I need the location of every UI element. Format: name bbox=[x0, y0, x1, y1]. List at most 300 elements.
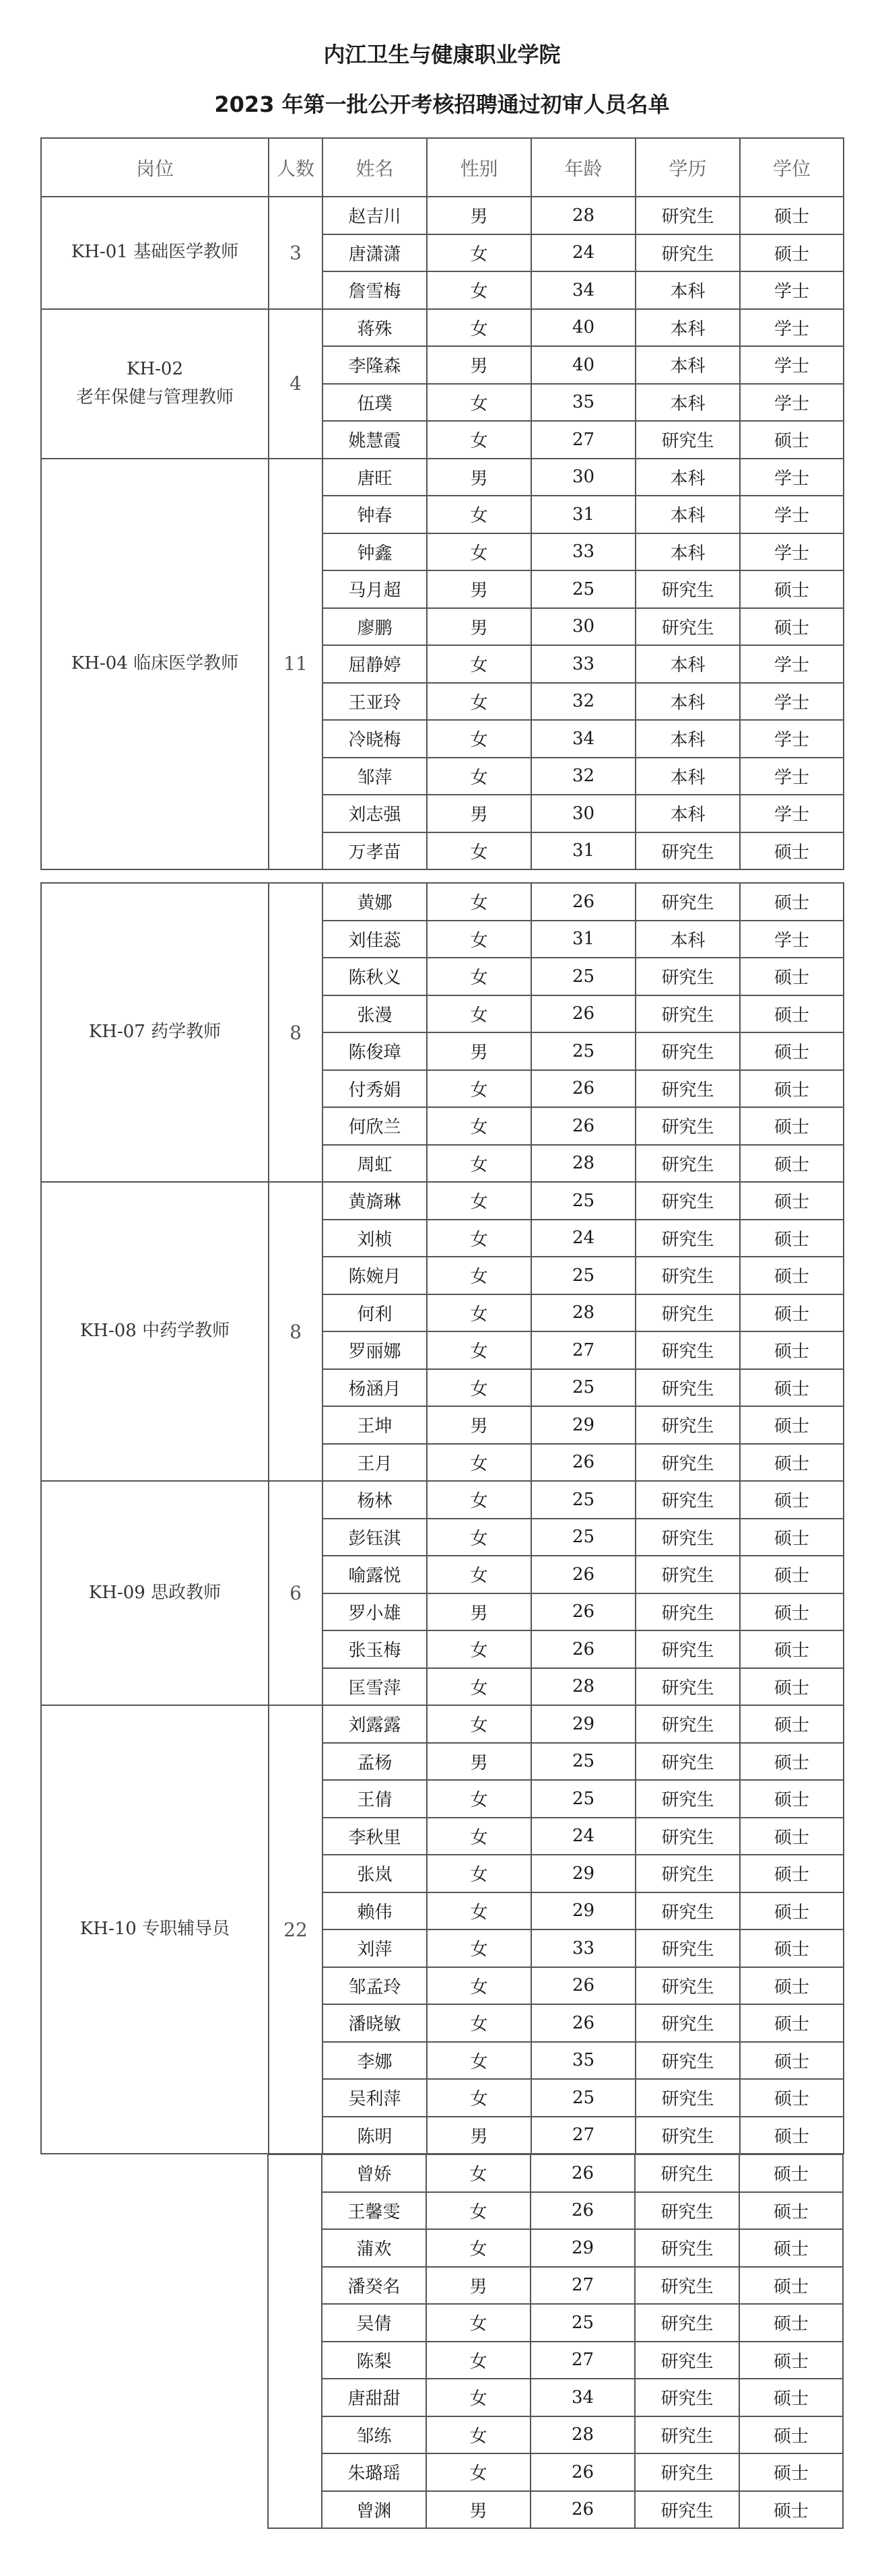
age-cell: 26 bbox=[531, 883, 636, 921]
education-cell: 研究生 bbox=[636, 1630, 740, 1668]
table-row bbox=[41, 197, 844, 234]
degree-cell: 硕士 bbox=[740, 570, 844, 608]
age-cell: 28 bbox=[531, 197, 636, 234]
degree-cell: 学士 bbox=[740, 758, 844, 795]
name-cell: 邹孟玲 bbox=[322, 1967, 427, 2005]
name-cell: 陈秋义 bbox=[322, 958, 427, 995]
headcount-cell: 22 bbox=[269, 1705, 322, 2154]
degree-cell: 硕士 bbox=[740, 1780, 844, 1818]
age-cell: 26 bbox=[531, 1630, 636, 1668]
position-cell: KH-04 临床医学教师 bbox=[41, 459, 269, 870]
age-cell: 27 bbox=[531, 421, 636, 459]
education-cell: 研究生 bbox=[636, 570, 740, 608]
gender-cell: 女 bbox=[427, 496, 531, 533]
degree-cell: 学士 bbox=[740, 384, 844, 422]
degree-cell: 硕士 bbox=[740, 1032, 844, 1070]
page-subtitle: 2023 年第一批公开考核招聘通过初审人员名单 bbox=[214, 92, 670, 117]
name-cell: 刘佳蕊 bbox=[322, 921, 427, 958]
age-cell: 25 bbox=[531, 1182, 636, 1220]
gender-cell: 女 bbox=[427, 1892, 531, 1930]
degree-cell: 硕士 bbox=[739, 2416, 843, 2454]
education-cell: 研究生 bbox=[636, 2117, 740, 2154]
name-cell: 钟春 bbox=[322, 496, 427, 533]
age-cell: 26 bbox=[531, 1444, 636, 1482]
education-cell: 研究生 bbox=[636, 1257, 740, 1294]
name-cell: 邹练 bbox=[322, 2416, 426, 2454]
age-cell: 34 bbox=[531, 2379, 635, 2416]
degree-cell: 硕士 bbox=[740, 1593, 844, 1631]
degree-cell: 硕士 bbox=[740, 2042, 844, 2080]
headcount-cell: 8 bbox=[269, 1182, 322, 1481]
education-cell: 研究生 bbox=[635, 2154, 739, 2192]
name-cell: 朱璐瑶 bbox=[322, 2453, 426, 2491]
gender-cell: 男 bbox=[427, 459, 531, 496]
degree-cell: 硕士 bbox=[740, 1182, 844, 1220]
education-cell: 研究生 bbox=[635, 2379, 739, 2416]
age-cell: 25 bbox=[531, 1519, 636, 1556]
degree-cell: 硕士 bbox=[740, 1406, 844, 1444]
gender-cell: 女 bbox=[427, 1630, 531, 1668]
education-cell: 研究生 bbox=[635, 2453, 739, 2491]
headcount-cell: 11 bbox=[269, 459, 322, 870]
name-cell: 陈俊璋 bbox=[322, 1032, 427, 1070]
age-cell: 25 bbox=[531, 1257, 636, 1294]
name-cell: 潘癸名 bbox=[322, 2267, 426, 2305]
gender-cell: 女 bbox=[427, 2042, 531, 2080]
gender-cell: 男 bbox=[427, 570, 531, 608]
education-cell: 研究生 bbox=[636, 1556, 740, 1593]
education-cell: 研究生 bbox=[635, 2491, 739, 2529]
roster-table bbox=[40, 2154, 844, 2529]
gender-cell: 女 bbox=[427, 921, 531, 958]
gender-cell: 女 bbox=[427, 1519, 531, 1556]
table-header-row bbox=[41, 138, 844, 197]
name-cell: 伍璞 bbox=[322, 384, 427, 422]
education-cell: 研究生 bbox=[636, 1519, 740, 1556]
education-cell: 研究生 bbox=[635, 2267, 739, 2305]
age-cell: 24 bbox=[531, 1818, 636, 1855]
name-cell: 曾娇 bbox=[322, 2154, 426, 2192]
name-cell: 刘桢 bbox=[322, 1220, 427, 1257]
education-cell: 研究生 bbox=[635, 2416, 739, 2454]
education-cell: 研究生 bbox=[635, 2304, 739, 2342]
age-cell: 25 bbox=[531, 1743, 636, 1781]
gender-cell: 女 bbox=[427, 1107, 531, 1145]
age-cell: 31 bbox=[531, 832, 636, 870]
degree-cell: 硕士 bbox=[740, 1444, 844, 1482]
education-cell: 研究生 bbox=[636, 1743, 740, 1781]
age-cell: 26 bbox=[531, 1107, 636, 1145]
education-cell: 研究生 bbox=[636, 1892, 740, 1930]
gender-cell: 女 bbox=[427, 2079, 531, 2117]
age-cell: 30 bbox=[531, 608, 636, 646]
gender-cell: 女 bbox=[427, 683, 531, 721]
education-cell: 本科 bbox=[636, 271, 740, 309]
gender-cell: 女 bbox=[427, 234, 531, 272]
gender-cell: 女 bbox=[427, 1182, 531, 1220]
education-cell: 本科 bbox=[636, 384, 740, 422]
table-row bbox=[41, 1481, 844, 1519]
name-cell: 付秀娟 bbox=[322, 1070, 427, 1108]
degree-cell: 硕士 bbox=[739, 2453, 843, 2491]
education-cell: 研究生 bbox=[636, 1331, 740, 1369]
name-cell: 刘萍 bbox=[322, 1929, 427, 1967]
name-cell: 王倩 bbox=[322, 1780, 427, 1818]
degree-cell: 学士 bbox=[740, 496, 844, 533]
age-cell: 40 bbox=[531, 346, 636, 384]
gender-cell: 女 bbox=[426, 2192, 531, 2230]
age-cell: 24 bbox=[531, 234, 636, 272]
name-cell: 蒲欢 bbox=[322, 2229, 426, 2267]
education-cell: 研究生 bbox=[636, 421, 740, 459]
name-cell: 匡雪萍 bbox=[322, 1668, 427, 1706]
name-cell: 喻露悦 bbox=[322, 1556, 427, 1593]
degree-cell: 学士 bbox=[740, 921, 844, 958]
name-cell: 刘志强 bbox=[322, 795, 427, 832]
degree-cell: 学士 bbox=[740, 720, 844, 758]
degree-cell: 硕士 bbox=[740, 1705, 844, 1743]
degree-cell: 硕士 bbox=[740, 608, 844, 646]
education-cell: 研究生 bbox=[636, 608, 740, 646]
age-cell: 26 bbox=[531, 1070, 636, 1108]
degree-cell: 硕士 bbox=[740, 883, 844, 921]
education-cell: 本科 bbox=[636, 795, 740, 832]
table-row bbox=[41, 1182, 844, 1220]
gender-cell: 女 bbox=[426, 2154, 531, 2192]
name-cell: 潘晓敏 bbox=[322, 2004, 427, 2042]
gender-cell: 女 bbox=[427, 995, 531, 1033]
position-cell: KH-10 专职辅导员 bbox=[41, 1705, 269, 2154]
gender-cell: 男 bbox=[427, 1743, 531, 1781]
age-cell: 31 bbox=[531, 496, 636, 533]
name-cell: 赵吉川 bbox=[322, 197, 427, 234]
education-cell: 本科 bbox=[636, 758, 740, 795]
degree-cell: 硕士 bbox=[740, 1668, 844, 1706]
gender-cell: 女 bbox=[427, 1070, 531, 1108]
name-cell: 刘露露 bbox=[322, 1705, 427, 1743]
age-cell: 35 bbox=[531, 2042, 636, 2080]
gender-cell: 男 bbox=[427, 346, 531, 384]
degree-cell: 硕士 bbox=[739, 2229, 843, 2267]
roster-table bbox=[40, 882, 844, 2154]
degree-cell: 学士 bbox=[740, 683, 844, 721]
column-header: 姓名 bbox=[322, 138, 427, 197]
name-cell: 詹雪梅 bbox=[322, 271, 427, 309]
position-cell: KH-07 药学教师 bbox=[41, 883, 269, 1182]
degree-cell: 硕士 bbox=[739, 2379, 843, 2416]
headcount-cell: 3 bbox=[269, 197, 322, 309]
age-cell: 29 bbox=[531, 1406, 636, 1444]
gender-cell: 女 bbox=[427, 1929, 531, 1967]
name-cell: 王坤 bbox=[322, 1406, 427, 1444]
education-cell: 本科 bbox=[636, 533, 740, 571]
position-cell bbox=[40, 2154, 268, 2528]
table-row bbox=[41, 883, 844, 921]
column-header: 人数 bbox=[269, 138, 322, 197]
gender-cell: 男 bbox=[426, 2491, 531, 2529]
degree-cell: 硕士 bbox=[739, 2192, 843, 2230]
gender-cell: 女 bbox=[427, 1145, 531, 1183]
age-cell: 34 bbox=[531, 720, 636, 758]
column-header: 年龄 bbox=[531, 138, 636, 197]
name-cell: 王亚玲 bbox=[322, 683, 427, 721]
education-cell: 研究生 bbox=[636, 1182, 740, 1220]
degree-cell: 硕士 bbox=[740, 1967, 844, 2005]
gender-cell: 女 bbox=[427, 1294, 531, 1332]
education-cell: 研究生 bbox=[636, 2042, 740, 2080]
name-cell: 廖鹏 bbox=[322, 608, 427, 646]
gender-cell: 男 bbox=[427, 2117, 531, 2154]
degree-cell: 硕士 bbox=[740, 1331, 844, 1369]
name-cell: 王馨雯 bbox=[322, 2192, 426, 2230]
degree-cell: 硕士 bbox=[740, 1630, 844, 1668]
gender-cell: 女 bbox=[427, 1369, 531, 1407]
degree-cell: 硕士 bbox=[739, 2304, 843, 2342]
age-cell: 25 bbox=[531, 2304, 635, 2342]
name-cell: 陈梨 bbox=[322, 2342, 426, 2379]
gender-cell: 女 bbox=[427, 2004, 531, 2042]
degree-cell: 硕士 bbox=[740, 832, 844, 870]
gender-cell: 女 bbox=[427, 1331, 531, 1369]
age-cell: 27 bbox=[531, 2342, 635, 2379]
age-cell: 26 bbox=[531, 1967, 636, 2005]
education-cell: 研究生 bbox=[636, 234, 740, 272]
education-cell: 研究生 bbox=[636, 1780, 740, 1818]
name-cell: 何利 bbox=[322, 1294, 427, 1332]
name-cell: 唐甜甜 bbox=[322, 2379, 426, 2416]
gender-cell: 女 bbox=[427, 1855, 531, 1892]
education-cell: 研究生 bbox=[636, 1855, 740, 1892]
gender-cell: 女 bbox=[427, 1220, 531, 1257]
position-cell: KH-08 中药学教师 bbox=[41, 1182, 269, 1481]
degree-cell: 硕士 bbox=[740, 1556, 844, 1593]
education-cell: 研究生 bbox=[635, 2192, 739, 2230]
age-cell: 29 bbox=[531, 1892, 636, 1930]
age-cell: 33 bbox=[531, 645, 636, 683]
degree-cell: 学士 bbox=[740, 271, 844, 309]
name-cell: 杨林 bbox=[322, 1481, 427, 1519]
education-cell: 本科 bbox=[636, 683, 740, 721]
column-header: 学位 bbox=[740, 138, 844, 197]
gender-cell: 女 bbox=[426, 2379, 531, 2416]
name-cell: 冷晓梅 bbox=[322, 720, 427, 758]
degree-cell: 硕士 bbox=[739, 2491, 843, 2529]
degree-cell: 硕士 bbox=[740, 958, 844, 995]
education-cell: 研究生 bbox=[636, 958, 740, 995]
degree-cell: 硕士 bbox=[740, 197, 844, 234]
education-cell: 研究生 bbox=[636, 1032, 740, 1070]
name-cell: 姚慧霞 bbox=[322, 421, 427, 459]
gender-cell: 女 bbox=[427, 645, 531, 683]
education-cell: 本科 bbox=[636, 459, 740, 496]
age-cell: 29 bbox=[531, 2229, 635, 2267]
degree-cell: 硕士 bbox=[740, 234, 844, 272]
education-cell: 研究生 bbox=[636, 197, 740, 234]
position-cell: KH-01 基础医学教师 bbox=[41, 197, 269, 309]
education-cell: 本科 bbox=[636, 309, 740, 347]
education-cell: 研究生 bbox=[636, 995, 740, 1033]
age-cell: 25 bbox=[531, 2079, 636, 2117]
position-cell: KH-02 老年保健与管理教师 bbox=[41, 309, 269, 459]
gender-cell: 女 bbox=[426, 2304, 531, 2342]
age-cell: 34 bbox=[531, 271, 636, 309]
name-cell: 王月 bbox=[322, 1444, 427, 1482]
education-cell: 研究生 bbox=[636, 1593, 740, 1631]
age-cell: 28 bbox=[531, 1294, 636, 1332]
headcount-cell: 8 bbox=[269, 883, 322, 1182]
name-cell: 陈婉月 bbox=[322, 1257, 427, 1294]
roster-table bbox=[40, 137, 844, 870]
degree-cell: 硕士 bbox=[740, 421, 844, 459]
name-cell: 张漫 bbox=[322, 995, 427, 1033]
name-cell: 蒋殊 bbox=[322, 309, 427, 347]
gender-cell: 女 bbox=[427, 720, 531, 758]
gender-cell: 女 bbox=[426, 2453, 531, 2491]
gender-cell: 女 bbox=[426, 2342, 531, 2379]
age-cell: 28 bbox=[531, 1145, 636, 1183]
gender-cell: 女 bbox=[426, 2229, 531, 2267]
age-cell: 26 bbox=[531, 1593, 636, 1631]
degree-cell: 学士 bbox=[740, 533, 844, 571]
name-cell: 罗小雄 bbox=[322, 1593, 427, 1631]
gender-cell: 女 bbox=[427, 1818, 531, 1855]
age-cell: 31 bbox=[531, 921, 636, 958]
education-cell: 研究生 bbox=[636, 1818, 740, 1855]
education-cell: 研究生 bbox=[635, 2229, 739, 2267]
education-cell: 研究生 bbox=[636, 832, 740, 870]
education-cell: 本科 bbox=[636, 720, 740, 758]
name-cell: 黄旖琳 bbox=[322, 1182, 427, 1220]
name-cell: 马月超 bbox=[322, 570, 427, 608]
gender-cell: 女 bbox=[427, 384, 531, 422]
gender-cell: 男 bbox=[427, 795, 531, 832]
name-cell: 唐旺 bbox=[322, 459, 427, 496]
gender-cell: 女 bbox=[427, 533, 531, 571]
age-cell: 26 bbox=[531, 2004, 636, 2042]
education-cell: 研究生 bbox=[636, 1929, 740, 1967]
name-cell: 钟鑫 bbox=[322, 533, 427, 571]
degree-cell: 硕士 bbox=[740, 1257, 844, 1294]
name-cell: 李隆森 bbox=[322, 346, 427, 384]
gender-cell: 女 bbox=[427, 1444, 531, 1482]
degree-cell: 硕士 bbox=[740, 1892, 844, 1930]
education-cell: 研究生 bbox=[636, 1369, 740, 1407]
age-cell: 28 bbox=[531, 1668, 636, 1706]
gender-cell: 男 bbox=[427, 1593, 531, 1631]
education-cell: 研究生 bbox=[636, 1481, 740, 1519]
name-cell: 杨涵月 bbox=[322, 1369, 427, 1407]
age-cell: 30 bbox=[531, 795, 636, 832]
age-cell: 27 bbox=[531, 2117, 636, 2154]
age-cell: 26 bbox=[531, 2491, 635, 2529]
degree-cell: 硕士 bbox=[740, 1070, 844, 1108]
degree-cell: 硕士 bbox=[740, 1220, 844, 1257]
column-header: 性别 bbox=[427, 138, 531, 197]
name-cell: 屈静婷 bbox=[322, 645, 427, 683]
education-cell: 本科 bbox=[636, 645, 740, 683]
gender-cell: 男 bbox=[427, 1406, 531, 1444]
age-cell: 25 bbox=[531, 1032, 636, 1070]
age-cell: 26 bbox=[531, 1556, 636, 1593]
degree-cell: 学士 bbox=[740, 309, 844, 347]
age-cell: 35 bbox=[531, 384, 636, 422]
headcount-cell: 4 bbox=[269, 309, 322, 459]
name-cell: 孟杨 bbox=[322, 1743, 427, 1781]
education-cell: 研究生 bbox=[636, 1668, 740, 1706]
page-title: 内江卫生与健康职业学院 bbox=[323, 42, 561, 67]
name-cell: 万孝苗 bbox=[322, 832, 427, 870]
age-cell: 33 bbox=[531, 1929, 636, 1967]
gender-cell: 女 bbox=[426, 2416, 531, 2454]
name-cell: 吴利萍 bbox=[322, 2079, 427, 2117]
degree-cell: 硕士 bbox=[740, 1145, 844, 1183]
degree-cell: 硕士 bbox=[740, 995, 844, 1033]
age-cell: 25 bbox=[531, 570, 636, 608]
name-cell: 张岚 bbox=[322, 1855, 427, 1892]
degree-cell: 硕士 bbox=[740, 1369, 844, 1407]
education-cell: 研究生 bbox=[635, 2342, 739, 2379]
age-cell: 40 bbox=[531, 309, 636, 347]
name-cell: 何欣兰 bbox=[322, 1107, 427, 1145]
column-header: 学历 bbox=[636, 138, 740, 197]
gender-cell: 女 bbox=[427, 758, 531, 795]
age-cell: 26 bbox=[531, 2453, 635, 2491]
name-cell: 陈明 bbox=[322, 2117, 427, 2154]
degree-cell: 硕士 bbox=[739, 2342, 843, 2379]
education-cell: 研究生 bbox=[636, 1967, 740, 2005]
name-cell: 周虹 bbox=[322, 1145, 427, 1183]
degree-cell: 学士 bbox=[740, 459, 844, 496]
age-cell: 27 bbox=[531, 1331, 636, 1369]
degree-cell: 硕士 bbox=[740, 1107, 844, 1145]
degree-cell: 硕士 bbox=[739, 2267, 843, 2305]
gender-cell: 女 bbox=[427, 309, 531, 347]
gender-cell: 女 bbox=[427, 958, 531, 995]
degree-cell: 硕士 bbox=[740, 1818, 844, 1855]
gender-cell: 女 bbox=[427, 271, 531, 309]
education-cell: 本科 bbox=[636, 921, 740, 958]
table-row bbox=[41, 459, 844, 496]
education-cell: 研究生 bbox=[636, 1406, 740, 1444]
gender-cell: 女 bbox=[427, 1481, 531, 1519]
name-cell: 黄娜 bbox=[322, 883, 427, 921]
name-cell: 罗丽娜 bbox=[322, 1331, 427, 1369]
education-cell: 本科 bbox=[636, 346, 740, 384]
age-cell: 29 bbox=[531, 1705, 636, 1743]
education-cell: 研究生 bbox=[636, 1444, 740, 1482]
name-cell: 曾渊 bbox=[322, 2491, 426, 2529]
degree-cell: 硕士 bbox=[740, 2004, 844, 2042]
education-cell: 研究生 bbox=[636, 883, 740, 921]
degree-cell: 硕士 bbox=[740, 1294, 844, 1332]
gender-cell: 女 bbox=[427, 1705, 531, 1743]
gender-cell: 男 bbox=[427, 1032, 531, 1070]
gender-cell: 男 bbox=[427, 608, 531, 646]
degree-cell: 硕士 bbox=[740, 1519, 844, 1556]
gender-cell: 男 bbox=[426, 2267, 531, 2305]
name-cell: 张玉梅 bbox=[322, 1630, 427, 1668]
gender-cell: 女 bbox=[427, 883, 531, 921]
table-row bbox=[41, 309, 844, 347]
education-cell: 研究生 bbox=[636, 2004, 740, 2042]
age-cell: 25 bbox=[531, 1780, 636, 1818]
name-cell: 李秋里 bbox=[322, 1818, 427, 1855]
gender-cell: 男 bbox=[427, 197, 531, 234]
education-cell: 研究生 bbox=[636, 1705, 740, 1743]
degree-cell: 硕士 bbox=[740, 2079, 844, 2117]
age-cell: 25 bbox=[531, 1481, 636, 1519]
age-cell: 25 bbox=[531, 958, 636, 995]
